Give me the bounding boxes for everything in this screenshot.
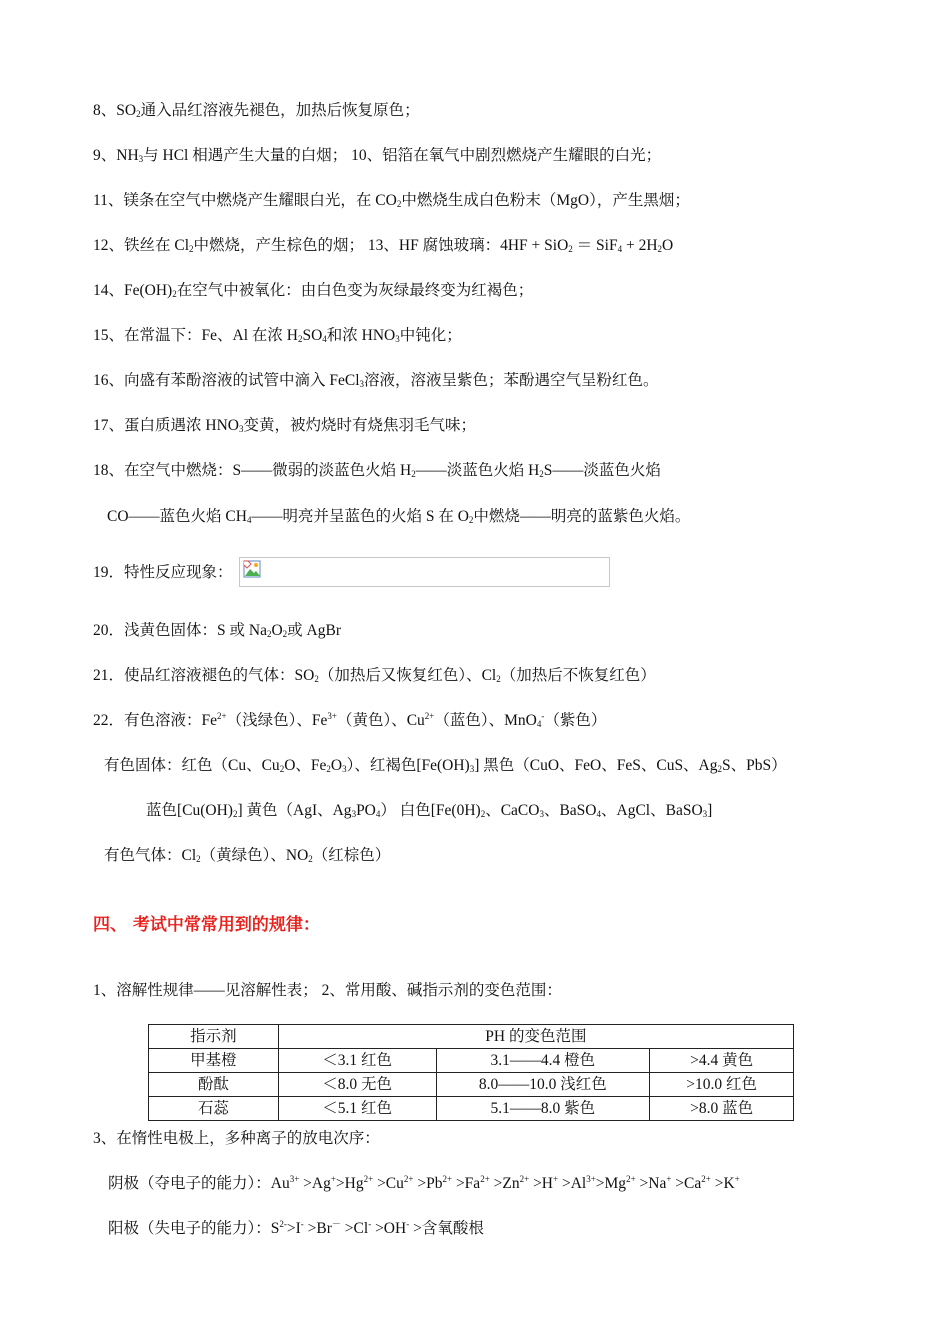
subscript: 2 — [232, 809, 238, 819]
item-19: 19．特性反应现象： — [93, 564, 233, 581]
item-18-line1 — [93, 460, 661, 482]
text-run: 14、Fe(OH) — [93, 282, 173, 299]
text-run: ）、红褐色[Fe(OH) — [346, 757, 470, 774]
superscript: － — [331, 1219, 341, 1229]
text-run: 蓝色[Cu(OH) — [146, 802, 233, 819]
subscript: 3 — [351, 809, 357, 819]
text-run: ] 黑色（CuO、FeO、FeS、CuS、Ag — [474, 757, 718, 774]
superscript: - — [300, 1219, 304, 1229]
text-run: （加热后又恢复红色）、Cl — [318, 667, 497, 684]
text-run: >Hg — [335, 1175, 364, 1192]
superscript: - — [368, 1219, 372, 1229]
text-run: 、AgCl、BaSO — [601, 802, 703, 819]
superscript: 2+ — [701, 1174, 711, 1184]
subscript: 3 — [238, 424, 244, 434]
subscript: 2 — [480, 809, 486, 819]
item-22-solids — [104, 755, 787, 777]
table-header-cell: 指示剂 — [149, 1025, 279, 1049]
text-run: 有色气体：Cl — [104, 847, 197, 864]
subscript: 3 — [342, 764, 347, 774]
table-cell: 石蕊 — [149, 1097, 279, 1121]
text-run: （红棕色） — [312, 847, 391, 864]
text-run: 15、在常温下：Fe、Al 在浓 H — [93, 327, 298, 344]
table-cell: 5.1——8.0 紫色 — [436, 1097, 650, 1121]
text-run: >OH — [371, 1220, 407, 1237]
text-run: 阴极（夺电子的能力）：Au — [108, 1175, 290, 1192]
item-9-10 — [93, 145, 661, 167]
text-run: 12、铁丝在 Cl — [93, 237, 190, 254]
table-row — [149, 1097, 794, 1121]
item-20 — [93, 620, 341, 642]
superscript: + — [553, 1174, 559, 1184]
superscript: - — [541, 711, 545, 721]
text-run: 、CaCO — [485, 802, 540, 819]
table-cell: ＜3.1 红色 — [278, 1049, 436, 1073]
superscript: + — [734, 1174, 740, 1184]
subscript: 2 — [539, 469, 544, 479]
text-run: S、PbS） — [722, 757, 787, 774]
text-run: 溶液，溶液呈紫色；苯酚遇空气呈粉红色。 — [364, 372, 659, 389]
text-run: 和浓 HNO — [326, 327, 396, 344]
superscript: 2+ — [363, 1174, 374, 1184]
table-cell: 8.0——10.0 浅红色 — [436, 1073, 650, 1097]
subscript: 2 — [496, 674, 501, 684]
text-run: >H — [529, 1175, 553, 1192]
broken-image-icon — [243, 560, 263, 580]
text-run: （紫色） — [544, 712, 607, 729]
subscript: 4 — [322, 334, 327, 344]
subscript: 2 — [308, 854, 313, 864]
subscript: 2 — [396, 199, 402, 209]
text-run: >I — [286, 1220, 301, 1237]
item-16 — [93, 370, 659, 392]
item-21 — [93, 665, 656, 687]
subscript: 4 — [536, 719, 542, 729]
subscript: 2 — [717, 764, 723, 774]
item-22-solids-2 — [146, 800, 712, 822]
text-run: CO——蓝色火焰 CH — [107, 508, 247, 525]
broken-image-frame — [239, 557, 610, 587]
table-row — [149, 1049, 794, 1073]
text-run: （蓝色）、MnO — [434, 712, 537, 729]
text-run: 与 HCl 相遇产生大量的白烟； 10、铝箔在氧气中剧烈燃烧产生耀眼的白光； — [143, 147, 662, 164]
text-run: 22．有色溶液：Fe — [93, 712, 218, 729]
subscript: 2 — [568, 244, 573, 254]
text-run: >Na — [635, 1175, 667, 1192]
table-header-cell: PH 的变色范围 — [278, 1025, 793, 1049]
text-run: + 2H — [622, 237, 658, 254]
table-cell: 酚酞 — [149, 1073, 279, 1097]
subscript: 3 — [469, 764, 475, 774]
text-run: 16、向盛有苯酚溶液的试管中滴入 FeCl — [93, 372, 360, 389]
table-cell: >10.0 红色 — [650, 1073, 794, 1097]
text-run: 中燃烧——明亮的蓝紫色火焰。 — [473, 508, 691, 525]
subscript: 2 — [279, 764, 285, 774]
text-run: S——淡蓝色火焰 — [543, 462, 661, 479]
subscript: 2 — [468, 515, 474, 525]
superscript: 2+ — [403, 1174, 414, 1184]
text-run: 有色固体：红色（Cu、Cu — [104, 757, 280, 774]
subscript: 3 — [702, 809, 708, 819]
superscript: 2+ — [424, 711, 435, 721]
text-run: >Pb — [413, 1175, 443, 1192]
cathode-order — [108, 1173, 740, 1195]
subscript: 4 — [596, 809, 602, 819]
text-run: 21．使品红溶液褪色的气体：SO — [93, 667, 315, 684]
text-run: ——淡蓝色火焰 H — [415, 462, 540, 479]
subscript: 2 — [411, 469, 416, 479]
table-cell: ＜5.1 红色 — [278, 1097, 436, 1121]
subscript: 2 — [196, 854, 201, 864]
subscript: 2 — [314, 674, 319, 684]
text-run: （黄色）、Cu — [336, 712, 425, 729]
text-run: 11、镁条在空气中燃烧产生耀眼白光，在 CO — [93, 192, 397, 209]
text-run: >K — [710, 1175, 735, 1192]
text-run: 通入品红溶液先褪色，加热后恢复原色； — [140, 102, 420, 119]
superscript: 2+ — [217, 711, 227, 721]
table-row — [149, 1073, 794, 1097]
text-run: >Zn — [489, 1175, 520, 1192]
text-run: >Br — [303, 1220, 332, 1237]
subscript: 4 — [246, 515, 252, 525]
subscript: 2 — [136, 109, 141, 119]
superscript: 2+ — [442, 1174, 453, 1184]
subscript: 2 — [189, 244, 194, 254]
superscript: 3+ — [289, 1174, 300, 1184]
subscript: 4 — [375, 809, 381, 819]
superscript: 2+ — [519, 1174, 530, 1184]
text-run: >Fa — [452, 1175, 481, 1192]
table-cell: ＜8.0 无色 — [278, 1073, 436, 1097]
rule-3: 3、在惰性电极上，多种离子的放电次序： — [93, 1130, 380, 1147]
text-run: ——明亮并呈蓝色的火焰 S 在 O — [251, 508, 469, 525]
text-run: （浅绿色）、Fe — [226, 712, 328, 729]
item-17 — [93, 415, 476, 437]
superscript: 2+ — [480, 1174, 490, 1184]
superscript: 3+ — [327, 711, 337, 721]
item-8 — [93, 100, 420, 122]
text-run: 9、NH — [93, 147, 139, 164]
text-run: 17、蛋白质遇浓 HNO — [93, 417, 239, 434]
text-run: ] — [707, 802, 713, 819]
subscript: 2 — [657, 244, 663, 254]
subscript: 2 — [266, 629, 272, 639]
text-run: 中燃烧生成白色粉末（MgO），产生黑烟； — [401, 192, 690, 209]
text-run: 18、在空气中燃烧：S——微弱的淡蓝色火焰 H — [93, 462, 412, 479]
item-11 — [93, 190, 690, 212]
text-run: >Cl — [340, 1220, 369, 1237]
table-cell: 3.1——4.4 橙色 — [436, 1049, 650, 1073]
text-run: O — [330, 757, 343, 774]
text-run: 20．浅黄色固体：S 或 Na — [93, 622, 267, 639]
anode-order — [108, 1218, 484, 1240]
text-run: 8、SO — [93, 102, 137, 119]
table-cell: >4.4 黄色 — [650, 1049, 794, 1073]
item-14 — [93, 280, 533, 302]
text-run: ] 黄色（AgI、Ag — [237, 802, 352, 819]
text-run: 变黄，被灼烧时有烧焦羽毛气味； — [243, 417, 476, 434]
superscript: 2+ — [626, 1174, 636, 1184]
superscript: 2- — [279, 1219, 287, 1229]
text-run: 阳极（失电子的能力）：S — [108, 1220, 280, 1237]
section-heading: 四、 考试中常常用到的规律： — [93, 915, 320, 935]
item-22-solutions — [93, 710, 606, 732]
superscript: + — [330, 1174, 336, 1184]
indicator-table — [148, 1024, 794, 1121]
text-run: O、Fe — [284, 757, 327, 774]
item-15 — [93, 325, 462, 347]
subscript: 3 — [138, 154, 144, 164]
subscript: 3 — [539, 809, 544, 819]
text-run: PO — [356, 802, 376, 819]
text-run: SO — [302, 327, 323, 344]
text-run: ） 白色[Fe(0H) — [380, 802, 481, 819]
text-run: 、BaSO — [543, 802, 597, 819]
table-cell: 甲基橙 — [149, 1049, 279, 1073]
item-12-13 — [93, 235, 673, 257]
text-run: >含氧酸根 — [409, 1220, 484, 1237]
text-run: 或 AgBr — [287, 622, 341, 639]
subscript: 2 — [326, 764, 331, 774]
subscript: 4 — [617, 244, 623, 254]
text-run: ＝ SiF — [572, 237, 618, 254]
text-run: （黄绿色）、NO — [200, 847, 309, 864]
text-run: >Mg — [595, 1175, 627, 1192]
text-run: 在空气中被氧化：由白色变为灰绿最终变为红褐色； — [176, 282, 534, 299]
text-run: （加热后不恢复红色） — [500, 667, 656, 684]
text-run: 中燃烧，产生棕色的烟； 13、HF 腐蚀玻璃：4HF + SiO — [193, 237, 569, 254]
superscript: - — [406, 1219, 410, 1229]
text-run: O — [662, 237, 674, 254]
subscript: 2 — [172, 289, 177, 299]
item-18-line2 — [107, 506, 690, 528]
text-run: 中钝化； — [399, 327, 462, 344]
table-cell: >8.0 蓝色 — [650, 1097, 794, 1121]
text-run: >Ag — [299, 1175, 331, 1192]
subscript: 3 — [359, 379, 365, 389]
text-run: >Al — [558, 1175, 587, 1192]
subscript: 2 — [297, 334, 303, 344]
table-header-row — [149, 1025, 794, 1049]
superscript: + — [666, 1174, 672, 1184]
subscript: 2 — [282, 629, 288, 639]
rule-1-2: 1、溶解性规律——见溶解性表； 2、常用酸、碱指示剂的变色范围： — [93, 982, 562, 999]
superscript: 3+ — [586, 1174, 596, 1184]
subscript: 3 — [395, 334, 400, 344]
item-22-gases — [104, 845, 390, 867]
text-run: >Ca — [671, 1175, 702, 1192]
text-run: O — [271, 622, 283, 639]
text-run: >Cu — [373, 1175, 404, 1192]
